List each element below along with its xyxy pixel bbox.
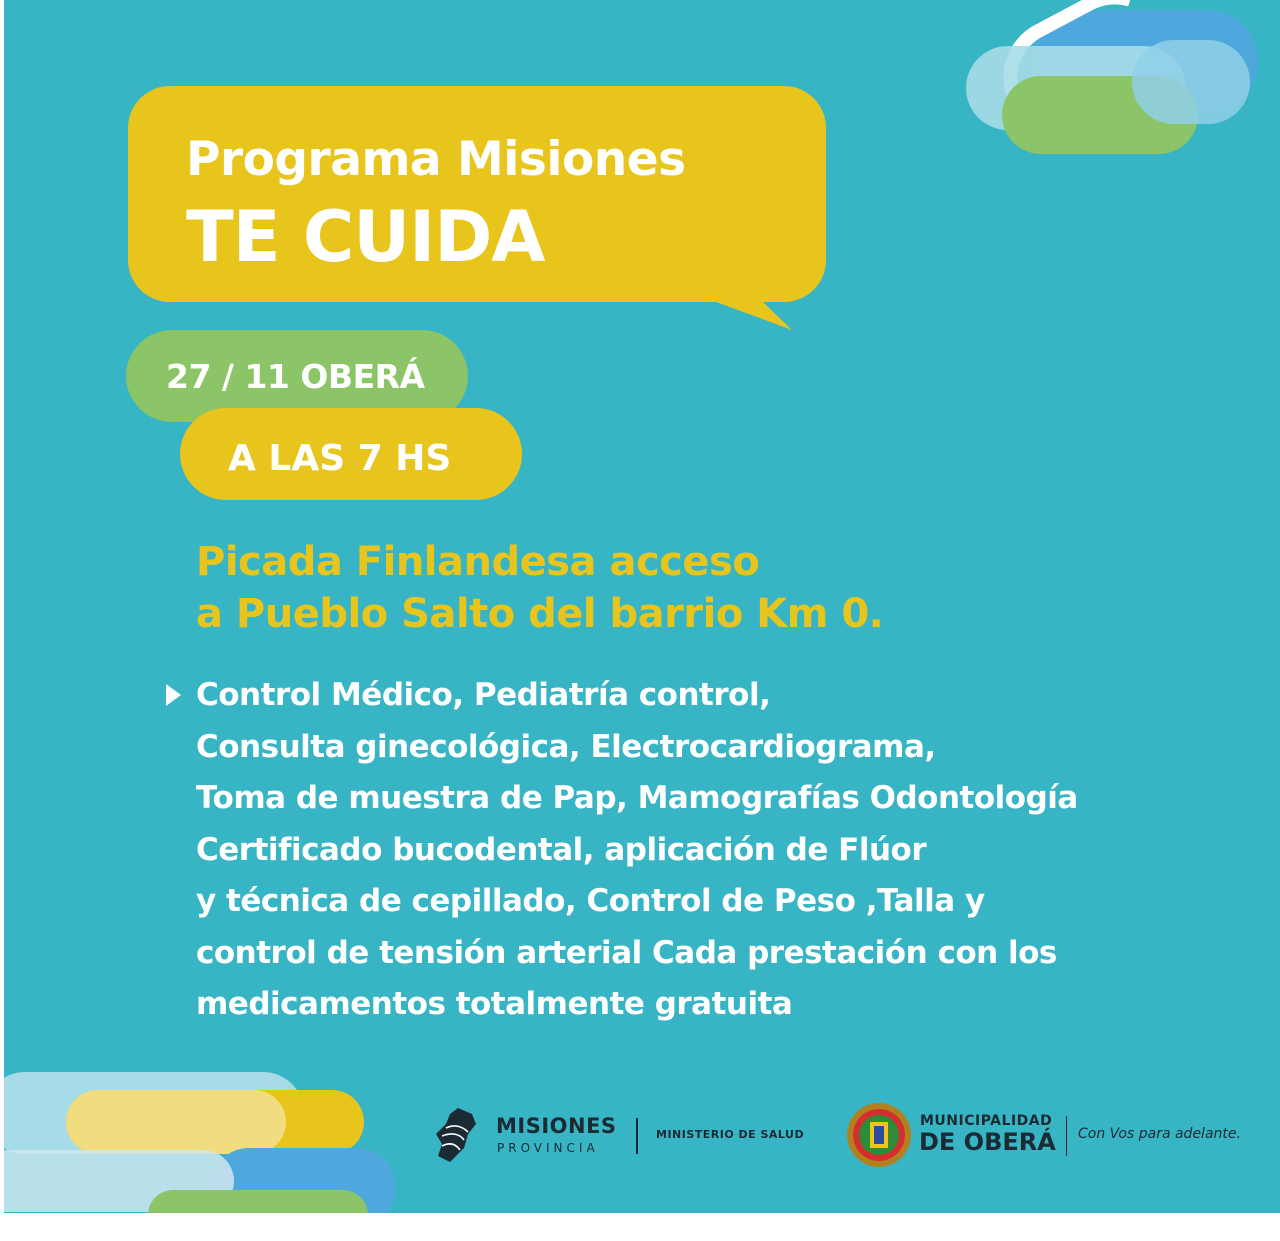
misiones-map-logo-icon (428, 1104, 490, 1166)
municipalidad-name: DE OBERÁ (919, 1128, 1056, 1156)
services-line: Toma de muestra de Pap, Mamografías Odontología (196, 780, 1078, 816)
services-line: Certificado bucodental, aplicación de Flúor (196, 831, 927, 868)
services-list (196, 670, 1078, 1031)
municipal-slogan: Con Vos para adelante. (1078, 1126, 1241, 1142)
play-triangle-icon (166, 684, 181, 706)
decor-pill-green-bottom (148, 1190, 368, 1213)
location-line: Picada Finlandesa acceso (196, 539, 760, 585)
services-line: Consulta ginecológica, Electrocardiograma, (196, 728, 936, 765)
services-line: Control Médico, Pediatría control, (196, 677, 771, 713)
decor-pill-lightblue-right (1132, 40, 1250, 124)
services-line: control de tensión arterial Cada prestación con los (196, 934, 1057, 971)
logo-divider (636, 1118, 638, 1154)
title-line-program: Programa Misiones (186, 132, 686, 187)
ministerio-label: MINISTERIO DE SALUD (656, 1128, 805, 1141)
misiones-brand-name: MISIONES (496, 1114, 617, 1138)
decor-pill-paleyellow-bottom (66, 1090, 286, 1154)
event-location (196, 536, 883, 640)
obera-seal-icon (846, 1102, 912, 1168)
title-line-te-cuida: TE CUIDA (186, 196, 545, 278)
municipalidad-label: MUNICIPALIDAD (920, 1113, 1053, 1129)
services-line: medicamentos totalmente gratuita (196, 986, 793, 1022)
event-time: A LAS 7 HS (228, 438, 452, 479)
services-line: y técnica de cepillado, Control de Peso ,Talla y (196, 883, 985, 919)
logo-divider (1066, 1116, 1067, 1156)
location-line: a Pueblo Salto del barrio Km 0. (196, 591, 884, 637)
misiones-brand-sub: PROVINCIA (497, 1141, 599, 1155)
event-date: 27 / 11 OBERÁ (166, 357, 425, 396)
